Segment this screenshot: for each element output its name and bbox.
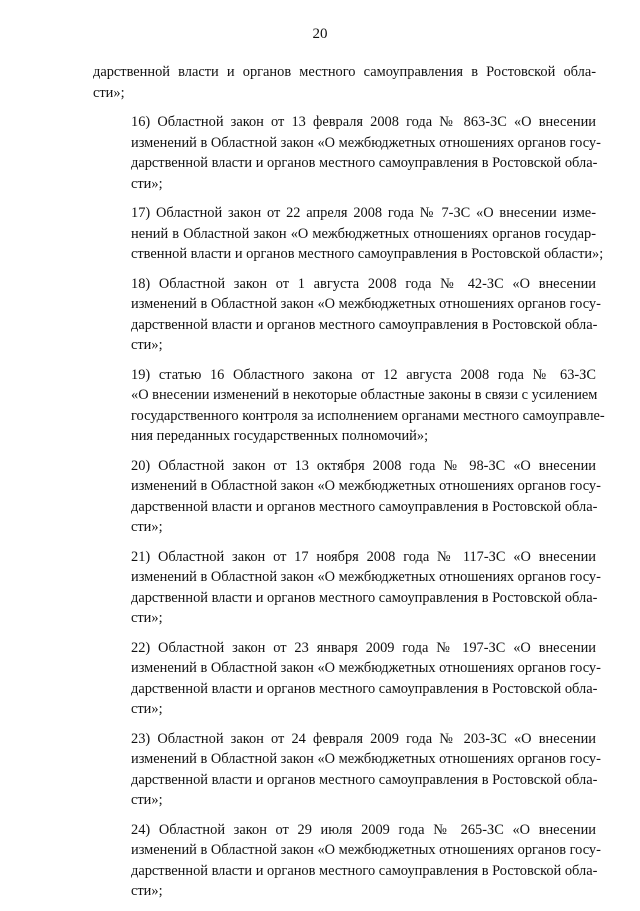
text-line: дарственной власти и органов местного самоуправления в Ростовской обла- (131, 316, 598, 333)
text-line: изменений в Областной закон «О межбюджетных отношениях органов госу- (131, 296, 601, 312)
text-line: 19) статью 16 Областного закона от 12 августа 2008 года № 63-ЗС (131, 366, 596, 383)
text-line: изменений в Областной закон «О межбюджетных отношениях органов госу- (131, 134, 601, 151)
text-line: 21) Областной закон от 17 ноября 2008 года № 117-ЗС «О внесении (131, 548, 596, 565)
text-line: 18) Областной закон от 1 августа 2008 года № 42-ЗС «О внесении (131, 275, 596, 292)
text-line: дарственной власти и органов местного самоуправления в Ростовской обла- (131, 589, 598, 606)
paragraph (93, 547, 601, 629)
text-line: 17) Областной закон от 22 апреля 2008 года № 7-ЗС «О внесении изме- (131, 205, 596, 221)
text-line: изменений в Областной закон «О межбюджетных отношениях органов госу- (131, 569, 601, 585)
text-line: сти»; (131, 792, 163, 808)
text-line: дарственной власти и органов местного самоуправления в Ростовской обла- (131, 498, 598, 515)
text-line: дарственной власти и органов местного самоуправления в Ростовской обла- (131, 862, 598, 879)
paragraph (93, 729, 601, 811)
paragraph (93, 274, 601, 356)
text-line: дарственной власти и органов местного самоуправления в Ростовской обла- (131, 771, 598, 788)
text-line: сти»; (131, 175, 163, 192)
paragraph (93, 203, 604, 265)
text-line: ственной власти и органов местного самоуправления в Ростовской области»; (131, 246, 604, 262)
text-line: изменений в Областной закон «О межбюджетных отношениях органов госу- (131, 751, 601, 767)
text-line: государственного контроля за исполнением органами местного самоуправле- (131, 407, 605, 424)
text-line: «О внесении изменений в некоторые областные законы в связи с усилением (131, 387, 598, 403)
text-line: сти»; (93, 84, 125, 101)
text-line: ния переданных государственных полномочий»; (131, 428, 429, 444)
text-line: изменений в Областной закон «О межбюджетных отношениях органов госу- (131, 660, 601, 676)
text-line: 24) Областной закон от 29 июля 2009 года № 265-ЗС «О внесении (131, 821, 596, 838)
paragraph (93, 62, 596, 103)
text-line: нений в Областной закон «О межбюджетных отношениях органов государ- (131, 225, 596, 242)
paragraph (93, 365, 605, 447)
text-line: 20) Областной закон от 13 октября 2008 года № 98-ЗС «О внесении (131, 457, 596, 474)
text-line: 23) Областной закон от 24 февраля 2009 года № 203-ЗС «О внесении (131, 730, 596, 747)
text-line: дарственной власти и органов местного самоуправления в Ростовской обла- (131, 155, 598, 171)
text-line: сти»; (131, 337, 163, 353)
text-line: сти»; (131, 701, 163, 717)
text-line: сти»; (131, 519, 163, 535)
paragraph (93, 112, 601, 194)
text-line: 22) Областной закон от 23 января 2009 года № 197-ЗС «О внесении (131, 639, 596, 656)
text-line: изменений в Областной закон «О межбюджетных отношениях органов госу- (131, 842, 601, 858)
text-line: сти»; (131, 610, 163, 626)
text-line: 16) Областной закон от 13 февраля 2008 года № 863-ЗС «О внесении (131, 114, 596, 130)
paragraph (93, 456, 601, 538)
text-line: дарственной власти и органов местного самоуправления в Ростовской обла- (93, 64, 596, 80)
text-line: дарственной власти и органов местного самоуправления в Ростовской обла- (131, 680, 598, 697)
text-line: сти»; (131, 883, 163, 899)
paragraph (93, 820, 601, 902)
document-body (93, 62, 605, 911)
paragraph (93, 638, 601, 720)
page-number: 20 (312, 26, 328, 42)
text-line: изменений в Областной закон «О межбюджетных отношениях органов госу- (131, 478, 601, 494)
